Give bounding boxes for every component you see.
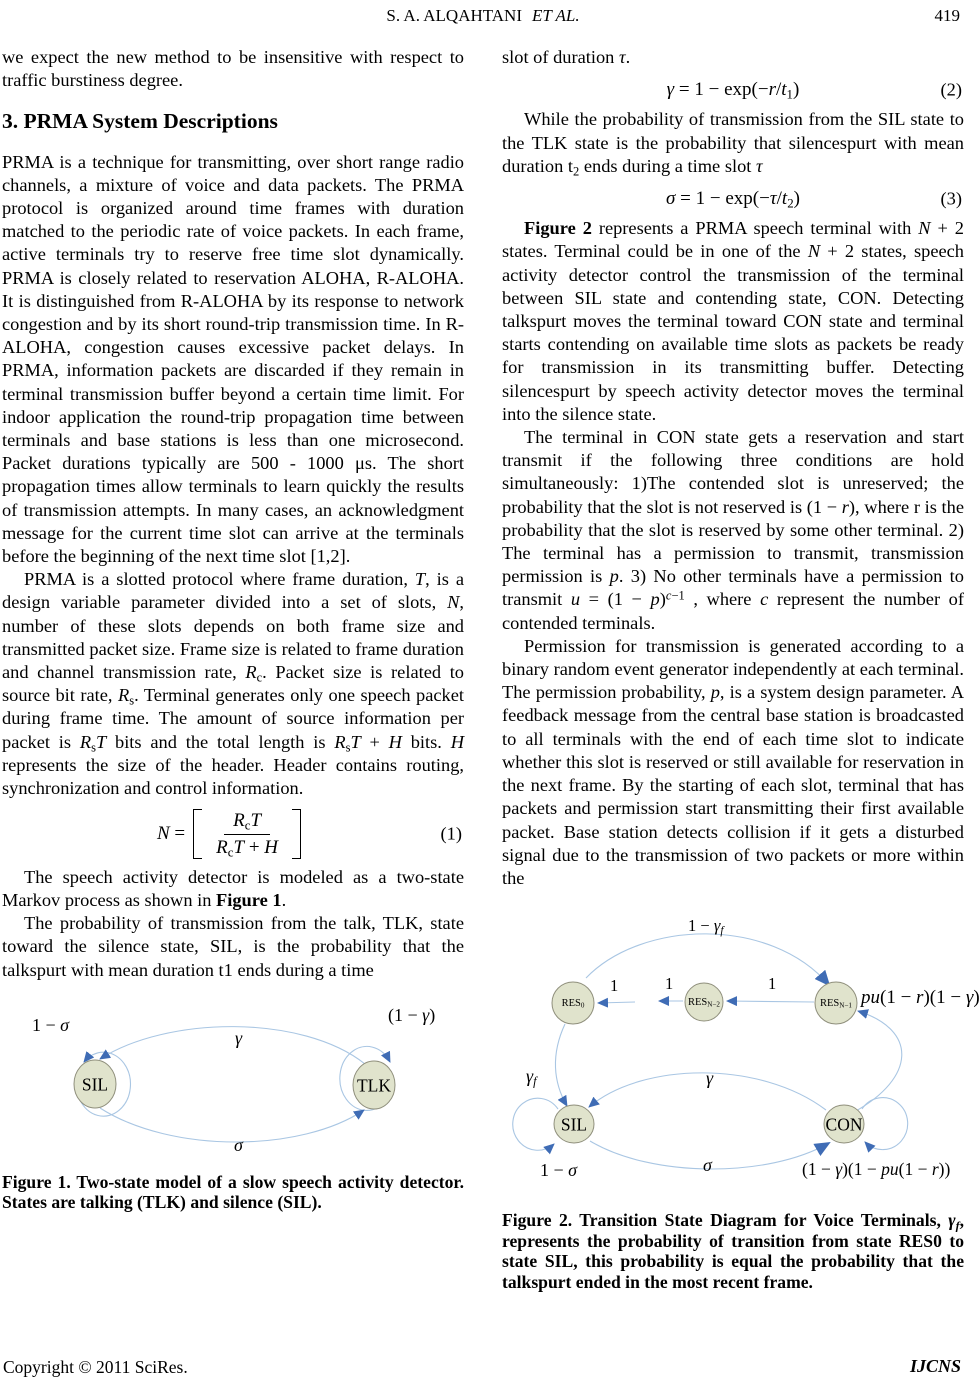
fraction-denominator: $R_cT + H$ xyxy=(216,836,279,860)
right-bracket xyxy=(292,809,301,858)
equation-2-number: (2) xyxy=(940,79,962,100)
label-con-self-loop: (1 − γ)(1 − pu(1 − r)) xyxy=(802,1159,951,1180)
equation-1 xyxy=(2,809,464,858)
res0-to-sil-edge xyxy=(555,1024,567,1106)
con-self-loop-edge xyxy=(862,1098,908,1150)
gamma-arc-edge xyxy=(100,1026,365,1063)
label-pu-enter-res: pu(1 − r)(1 − γ) xyxy=(861,987,980,1009)
res0-to-resn1-top-edge xyxy=(586,934,829,985)
fraction-numerator: $R_cT$ xyxy=(224,809,270,834)
equation-3-number: (3) xyxy=(940,188,962,209)
label-one-a: 1 xyxy=(610,976,619,996)
label-one-minus-sigma: 1 − σ xyxy=(540,1160,578,1181)
label-one-c: 1 xyxy=(768,974,777,994)
equation-2-body: $\gamma = 1 - \exp(-r/t_1)$ xyxy=(666,79,800,102)
equation-1-number: (1) xyxy=(440,823,462,844)
state-sil-label: SIL xyxy=(560,1114,588,1135)
section-heading: 3. PRMA System Descriptions xyxy=(2,109,278,134)
label-one-minus-sigma: 1 − σ xyxy=(32,1014,70,1035)
figure2 xyxy=(502,914,980,1208)
figure1-diagram xyxy=(2,1000,464,1170)
equation-3 xyxy=(502,187,964,210)
equation-3-body: $\sigma = 1 - \exp(-\tau/t_2)$ xyxy=(666,188,800,211)
label-sigma: σ xyxy=(703,1155,712,1176)
equation-2 xyxy=(502,78,964,101)
state-res0-label: $RES_0$ xyxy=(561,997,585,1010)
left-bracket xyxy=(193,809,202,858)
state-resn2-label: $RES_{N-2}$ xyxy=(688,996,720,1009)
con-to-resn1-edge xyxy=(854,1011,902,1112)
paragraph-probability: The probability of transmission from the talk, TLK, state toward the silence state, SIL, is the probability that the talkspurt with mean duration t1 ends during a time xyxy=(2,913,464,980)
copyright-notice: Copyright © 2011 SciRes. xyxy=(3,1357,188,1377)
label-gamma: γ xyxy=(235,1027,243,1048)
state-resn1-label: $RES_{N-1}$ xyxy=(820,997,852,1010)
resn1-to-resn2-edge xyxy=(727,1001,814,1002)
column-left xyxy=(2,38,464,1213)
equation-1-fraction xyxy=(207,809,287,858)
sil-self-loop-edge xyxy=(513,1098,558,1150)
figure1 xyxy=(2,1000,464,1170)
paragraph-while: While the probability of transmission from the SIL state to the TLK state is the probability that silencespurt with mean duration $t_2$ ends during a time slot τ xyxy=(502,109,964,179)
column-right xyxy=(502,38,980,1292)
paragraph-prma: PRMA is a technique for transmitting, over short range radio channels, a mixture of voice and data packets. The PRMA protocol is organized around time frames with duration matched to the periodic rate of voice packets. In each frame, active terminals try to reserve free time slot dynamically. PRMA is closely related to reservation ALOHA, R-ALOHA. It is distinguished from R-ALOHA by its response to network congestion and by its short round-trip transmission time. In R-ALOHA, congestion causes excessive packet delays. In PRMA, information packets are discarded if they remain in terminal transmission buffer beyond a certain time limit. For indoor application the round-trip propagation time between terminals and base stations is less than one microsecond. Packet durations typically are 500 - 1000 μs. The short propagation times allow terminals to learn quickly the results of transmission attempts. In many cases, an acknowledgment message for the current time slot can arrive at the terminals before the beginning of the next time slot [1,2]. xyxy=(2,151,464,567)
label-gamma-f: $\gamma_f$ xyxy=(526,1066,537,1089)
paragraph-terminal-con: The terminal in CON state gets a reservation and start transmit if the following three conditions are hold simultaneously: 1)The contended slot is unreserved; the probability that the slot is not reserved is (1 − r), where r is the probability that the slot is reserved by some other terminal. 2) The terminal has a permission to transmit, transmission permission is p. 3) No other terminals have a permission to transmit $u = (1 - p)^{c-1}$ , where c represent the number of contended terminals. xyxy=(502,427,964,633)
sigma-arc-edge xyxy=(100,1108,364,1142)
state-sil-label: SIL xyxy=(81,1073,109,1094)
paragraph-permission: Permission for transmission is generated according to a binary random event generator independently at each terminal. The permission probability, p, is a system design parameter. A feedback message from the central base station is broadcasted to all terminals with the end of each time slot to indicate whether this slot is reserved or still available for reservation in the next frame. By the starting of each slot, terminal that has packets and permission start transmitting their first available packet. Base station detects collision if it gets a disturbed signal due to the transmission of two packets or more within the xyxy=(502,635,965,888)
figure2-caption: Figure 2. Transition State Diagram for Voice Terminals, $\gamma_f$, represents the probability of transition from state RES0 to state SIL, this probability is equal the probability that the talkspurt ended in the most recent frame. xyxy=(502,1210,964,1292)
equation-1-lhs: N = xyxy=(156,823,186,845)
paragraph-slotted: PRMA is a slotted protocol where frame duration, T, is a design variable parameter divided into a set of slots, N, number of these slots depends on both frame size and transmitted packet size. Frame size is related to frame duration and channel transmission rate, $R_c$. Packet size is related to source bit rate, $R_s$. Terminal generates only one speech packet during frame time. The amount of source information per packet is $R_sT$ bits and the total length is $R_sT + H$ bits. H represents the size of the header. Header contains routing, synchronization and control information. xyxy=(2,569,464,799)
running-head-authors: S. A. ALQAHTANI xyxy=(386,6,522,25)
label-sigma: σ xyxy=(234,1134,243,1155)
figure1-caption: Figure 1. Two-state model of a slow speech activity detector. States are talking (TLK) and silence (SIL). xyxy=(2,1171,464,1213)
paragraph-speech-detector: The speech activity detector is modeled as a two-state Markov process as shown in Figure 1. xyxy=(2,866,464,910)
running-head-etal: ET AL. xyxy=(532,6,580,25)
paragraph-slot-duration: slot of duration τ. xyxy=(502,47,631,67)
label-one-b: 1 xyxy=(665,974,674,994)
paragraph-intro: we expect the new method to be insensitive with respect to traffic burstiness degree. xyxy=(2,47,464,91)
running-head xyxy=(0,6,966,26)
state-tlk-label: TLK xyxy=(356,1074,392,1095)
paragraph-figure2: Figure 2 represents a PRMA speech terminal with N + 2 states. Terminal could be in one of the N + 2 states, speech activity detector control the transmission of the terminal between SIL state and contending state, CON. Detecting talkspurt moves the terminal toward CON state and terminal starts contending on available time slots as packets be ready for transmission in its transmitting buffer. Detecting silencespurt by speech activity detector moves the terminal into the silence state. xyxy=(502,218,965,424)
state-con-label: CON xyxy=(825,1114,863,1135)
page-number: 419 xyxy=(934,6,960,25)
label-one-minus-gamma: (1 − γ) xyxy=(388,1004,436,1025)
label-gamma: γ xyxy=(706,1068,714,1089)
journal-abbreviation: IJCNS xyxy=(909,1356,961,1376)
chain-to-res0-edge xyxy=(598,1002,635,1003)
label-one-minus-gamma-f: $1 - \gamma_f$ xyxy=(688,916,724,938)
